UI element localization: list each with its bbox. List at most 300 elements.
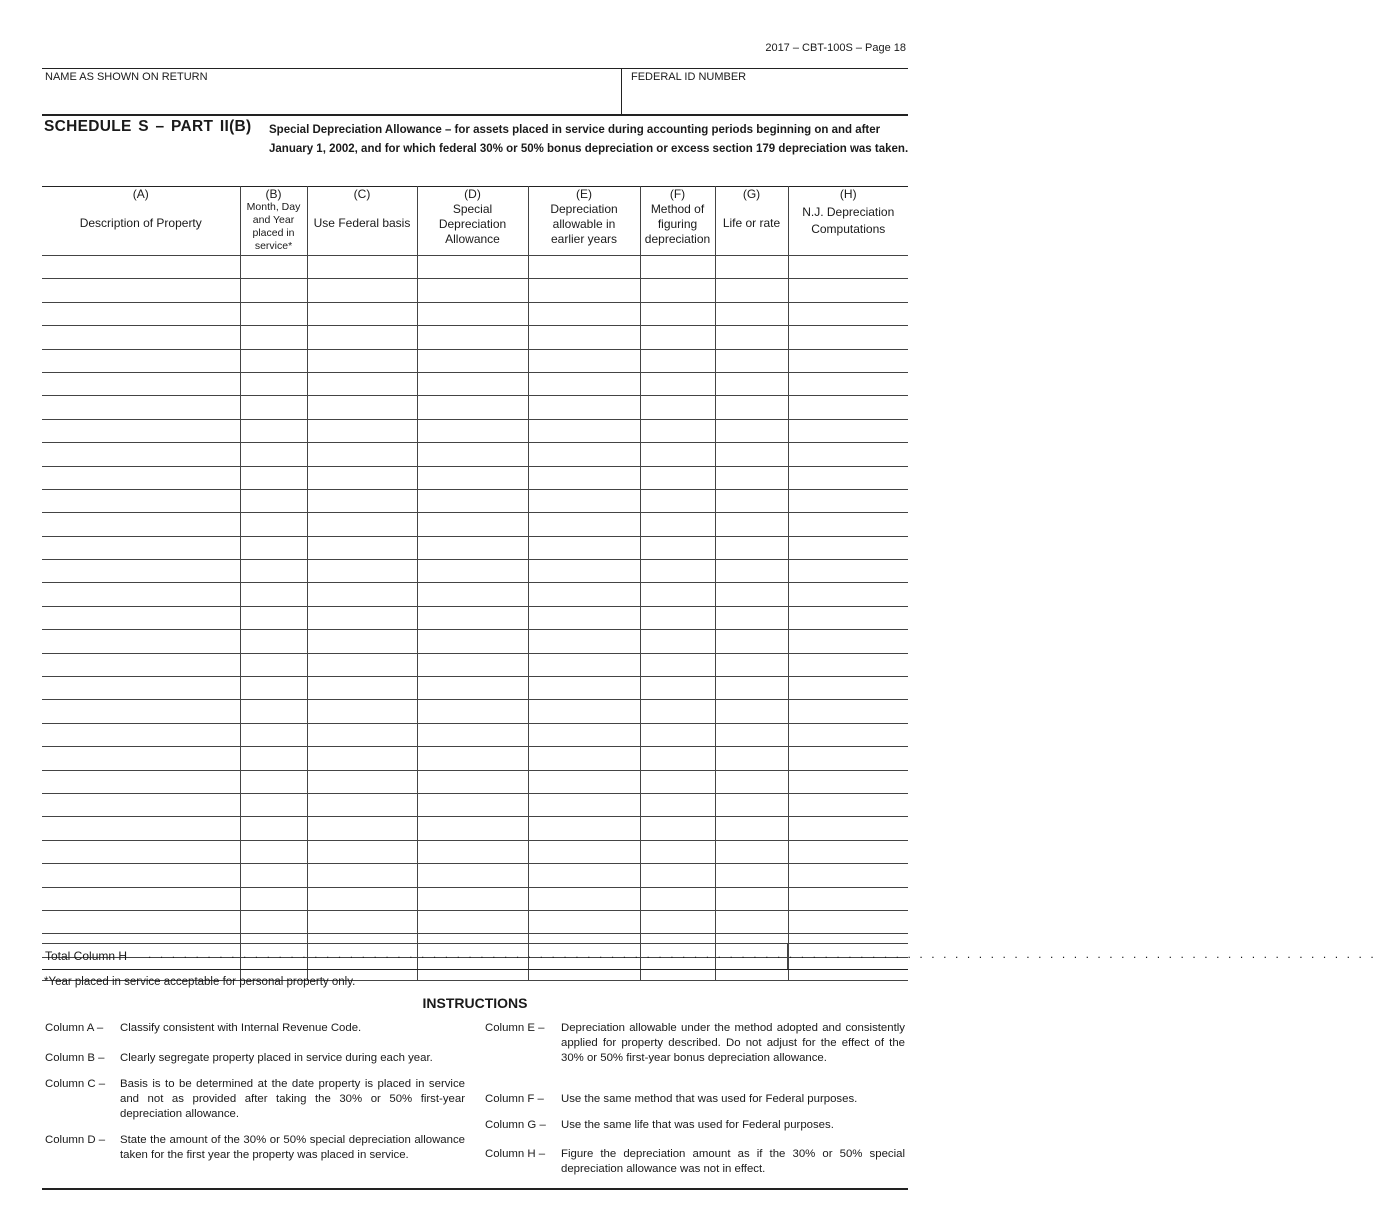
table-cell[interactable]	[42, 700, 240, 723]
table-cell[interactable]	[417, 279, 528, 302]
table-cell[interactable]	[42, 536, 240, 559]
name-box-bottom-rule	[42, 114, 908, 116]
table-row	[42, 677, 908, 700]
instruction-text: Basis is to be determined at the date property is placed in service and not as provided after taking the 30% or 50% first-year depreciation allowance.	[120, 1078, 465, 1120]
column-header-f	[640, 187, 715, 256]
table-cell[interactable]	[307, 583, 417, 606]
table-cell[interactable]	[715, 677, 788, 700]
table-cell[interactable]	[528, 396, 640, 419]
table-cell[interactable]	[417, 910, 528, 933]
table-cell[interactable]	[715, 536, 788, 559]
table-cell[interactable]	[417, 770, 528, 793]
instruction-label: Column D –	[45, 1134, 106, 1146]
instruction-column-c	[45, 1077, 465, 1123]
table-row	[42, 349, 908, 372]
table-cell[interactable]	[715, 864, 788, 887]
column-header-e	[528, 187, 640, 256]
total-label: Total Column H	[45, 949, 128, 963]
table-cell[interactable]	[788, 910, 908, 933]
table-cell[interactable]	[417, 864, 528, 887]
table-cell[interactable]	[42, 723, 240, 746]
table-row	[42, 887, 908, 910]
table-cell[interactable]	[307, 279, 417, 302]
table-cell[interactable]	[417, 489, 528, 512]
table-cell[interactable]	[307, 840, 417, 863]
table-cell[interactable]	[240, 560, 307, 583]
table-cell[interactable]	[528, 443, 640, 466]
table-cell[interactable]	[528, 723, 640, 746]
table-cell[interactable]	[715, 256, 788, 279]
table-cell[interactable]	[640, 279, 715, 302]
table-cell[interactable]	[640, 677, 715, 700]
total-row	[42, 943, 1376, 970]
table-cell[interactable]	[788, 606, 908, 629]
table-cell[interactable]	[240, 279, 307, 302]
table-cell[interactable]	[528, 279, 640, 302]
fein-label: FEDERAL ID NUMBER	[631, 71, 747, 83]
name-fein-divider	[621, 68, 622, 115]
instructions-heading: INSTRUCTIONS	[422, 995, 528, 1011]
schedule-description: Special Depreciation Allowance – for assets placed in service during accounting periods beginning on and after January 1, 2002, and for which federal 30% or 50% bonus depreciation or excess section 179 depreciation was taken.	[269, 124, 909, 155]
table-cell[interactable]	[417, 349, 528, 372]
table-cell[interactable]	[307, 887, 417, 910]
table-cell[interactable]	[715, 887, 788, 910]
table-row	[42, 536, 908, 559]
table-cell[interactable]	[640, 910, 715, 933]
table-cell[interactable]	[715, 583, 788, 606]
table-cell[interactable]	[417, 326, 528, 349]
table-cell[interactable]	[715, 443, 788, 466]
table-cell[interactable]	[240, 910, 307, 933]
table-cell[interactable]	[42, 817, 240, 840]
table-cell[interactable]	[417, 887, 528, 910]
table-cell[interactable]	[42, 583, 240, 606]
table-cell[interactable]	[640, 372, 715, 395]
table-cell[interactable]	[307, 489, 417, 512]
table-cell[interactable]	[307, 653, 417, 676]
instruction-text: Use the same method that was used for Federal purposes.	[561, 1093, 858, 1105]
table-cell[interactable]	[528, 700, 640, 723]
table-row	[42, 630, 908, 653]
table-cell[interactable]	[240, 583, 307, 606]
table-cell[interactable]	[42, 489, 240, 512]
table-cell[interactable]	[715, 630, 788, 653]
table-cell[interactable]	[640, 630, 715, 653]
table-cell[interactable]	[307, 302, 417, 325]
leader-dots: . . . . . . . . . . . . . . . . . . . . . . . . . . . . . . . . . . . . . . . . . . . . . . . . . . . . . . . . . . . . . . . . . . . . . . . . . . . . . . . . . . . . . . . . . . . . . . . . . . . . . . . .	[148, 947, 1376, 961]
table-row	[42, 326, 908, 349]
instruction-column-e	[485, 1021, 905, 1081]
table-cell[interactable]	[240, 887, 307, 910]
table-cell[interactable]	[528, 747, 640, 770]
table-cell[interactable]	[307, 443, 417, 466]
table-row	[42, 653, 908, 676]
column-letter: (E)	[576, 187, 592, 201]
table-cell[interactable]	[42, 793, 240, 816]
table-row	[42, 606, 908, 629]
bottom-rule	[42, 1188, 908, 1190]
table-cell[interactable]	[307, 700, 417, 723]
table-cell[interactable]	[528, 513, 640, 536]
table-cell[interactable]	[42, 677, 240, 700]
table-cell[interactable]	[42, 887, 240, 910]
table-cell[interactable]	[788, 887, 908, 910]
table-cell[interactable]	[307, 466, 417, 489]
table-cell[interactable]	[42, 256, 240, 279]
table-cell[interactable]	[528, 606, 640, 629]
table-cell[interactable]	[640, 793, 715, 816]
table-cell[interactable]	[640, 536, 715, 559]
table-cell[interactable]	[307, 560, 417, 583]
schedule-title: SCHEDULE S – PART II(B)	[44, 118, 252, 135]
table-cell[interactable]	[42, 747, 240, 770]
table-cell[interactable]	[715, 560, 788, 583]
table-cell[interactable]	[788, 302, 908, 325]
table-cell[interactable]	[417, 793, 528, 816]
table-row	[42, 279, 908, 302]
table-cell[interactable]	[528, 372, 640, 395]
table-cell[interactable]	[640, 396, 715, 419]
table-cell[interactable]	[417, 466, 528, 489]
table-cell[interactable]	[715, 396, 788, 419]
table-cell[interactable]	[240, 630, 307, 653]
column-description: Description of Property	[79, 216, 202, 230]
table-cell[interactable]	[417, 419, 528, 442]
table-cell[interactable]	[42, 302, 240, 325]
table-cell[interactable]	[417, 747, 528, 770]
table-cell[interactable]	[788, 840, 908, 863]
table-cell[interactable]	[240, 653, 307, 676]
table-cell[interactable]	[788, 793, 908, 816]
table-cell[interactable]	[417, 723, 528, 746]
table-cell[interactable]	[528, 489, 640, 512]
table-cell[interactable]	[417, 606, 528, 629]
table-cell[interactable]	[417, 840, 528, 863]
table-cell[interactable]	[528, 302, 640, 325]
table-cell[interactable]	[715, 793, 788, 816]
table-cell[interactable]	[417, 372, 528, 395]
column-description: Life or rate	[722, 216, 781, 230]
table-cell[interactable]	[640, 349, 715, 372]
table-cell[interactable]	[417, 700, 528, 723]
table-cell[interactable]	[788, 279, 908, 302]
table-cell[interactable]	[715, 466, 788, 489]
table-cell[interactable]	[788, 560, 908, 583]
table-cell[interactable]	[528, 419, 640, 442]
table-cell[interactable]	[788, 326, 908, 349]
name-field[interactable]	[45, 86, 615, 112]
table-cell[interactable]	[240, 700, 307, 723]
table-cell[interactable]	[528, 910, 640, 933]
table-cell[interactable]	[788, 723, 908, 746]
table-cell[interactable]	[528, 677, 640, 700]
table-cell[interactable]	[640, 747, 715, 770]
table-cell[interactable]	[417, 817, 528, 840]
table-cell[interactable]	[528, 817, 640, 840]
table-body	[42, 256, 1376, 981]
instruction-text: Clearly segregate property placed in service during each year.	[120, 1052, 433, 1064]
table-cell[interactable]	[240, 793, 307, 816]
total-column-h-field[interactable]	[787, 944, 909, 969]
table-cell[interactable]	[715, 747, 788, 770]
table-cell[interactable]	[240, 840, 307, 863]
table-cell[interactable]	[715, 817, 788, 840]
column-letter: (A)	[132, 187, 149, 201]
table-cell[interactable]	[42, 466, 240, 489]
table-row	[42, 489, 908, 512]
instruction-column-d	[45, 1133, 465, 1179]
table-cell[interactable]	[640, 606, 715, 629]
table-cell[interactable]	[788, 583, 908, 606]
table-cell[interactable]	[788, 256, 908, 279]
table-cell[interactable]	[788, 817, 908, 840]
column-header-a	[42, 187, 240, 256]
table-cell[interactable]	[528, 887, 640, 910]
table-cell[interactable]	[788, 489, 908, 512]
footnote: *Year placed in service acceptable for personal property only.	[44, 976, 356, 988]
table-cell[interactable]	[42, 349, 240, 372]
table-cell[interactable]	[640, 466, 715, 489]
column-letter: (C)	[353, 187, 371, 201]
table-cell[interactable]	[42, 513, 240, 536]
table-cell[interactable]	[788, 700, 908, 723]
table-cell[interactable]	[640, 887, 715, 910]
table-cell[interactable]	[788, 536, 908, 559]
instruction-label: Column E –	[485, 1022, 545, 1034]
table-cell[interactable]	[528, 770, 640, 793]
table-cell[interactable]	[788, 747, 908, 770]
table-cell[interactable]	[42, 560, 240, 583]
table-cell[interactable]	[788, 372, 908, 395]
table-row	[42, 840, 908, 863]
table-cell[interactable]	[240, 770, 307, 793]
column-description: Depreciation allowable in earlier years	[550, 202, 618, 246]
table-cell[interactable]	[528, 653, 640, 676]
table-cell[interactable]	[307, 536, 417, 559]
table-cell[interactable]	[640, 513, 715, 536]
table-cell[interactable]	[240, 513, 307, 536]
table-cell[interactable]	[788, 630, 908, 653]
table-cell[interactable]	[640, 583, 715, 606]
table-cell[interactable]	[640, 419, 715, 442]
table-cell[interactable]	[788, 513, 908, 536]
table-cell[interactable]	[417, 630, 528, 653]
table-cell[interactable]	[640, 864, 715, 887]
table-cell[interactable]	[240, 677, 307, 700]
table-cell[interactable]	[715, 700, 788, 723]
table-cell[interactable]	[715, 606, 788, 629]
table-cell[interactable]	[640, 443, 715, 466]
fein-field[interactable]	[628, 86, 906, 112]
table-cell[interactable]	[715, 840, 788, 863]
table-row	[42, 419, 908, 442]
table-cell[interactable]	[417, 560, 528, 583]
table-cell[interactable]	[42, 910, 240, 933]
table-cell[interactable]	[307, 910, 417, 933]
instruction-text: Depreciation allowable under the method adopted and consistently applied for property described. Do not adjust for the effect of the 30% or 50% first-year bonus depreciation allowance.	[561, 1022, 905, 1064]
table-cell[interactable]	[788, 443, 908, 466]
table-cell[interactable]	[240, 489, 307, 512]
depreciation-table	[42, 186, 1376, 981]
table-cell[interactable]	[417, 396, 528, 419]
table-cell[interactable]	[715, 326, 788, 349]
table-cell[interactable]	[240, 256, 307, 279]
table-row	[42, 700, 908, 723]
table-cell[interactable]	[307, 677, 417, 700]
table-cell[interactable]	[307, 606, 417, 629]
table-cell[interactable]	[640, 256, 715, 279]
table-cell[interactable]	[42, 372, 240, 395]
table-cell[interactable]	[240, 302, 307, 325]
table-cell[interactable]	[307, 793, 417, 816]
table-cell[interactable]	[640, 770, 715, 793]
table-cell[interactable]	[417, 536, 528, 559]
table-cell[interactable]	[640, 326, 715, 349]
table-cell[interactable]	[528, 864, 640, 887]
table-cell[interactable]	[307, 396, 417, 419]
table-cell[interactable]	[715, 489, 788, 512]
table-cell[interactable]	[307, 419, 417, 442]
table-cell[interactable]	[307, 817, 417, 840]
table-cell[interactable]	[240, 817, 307, 840]
table-cell[interactable]	[240, 443, 307, 466]
table-cell[interactable]	[788, 653, 908, 676]
table-cell[interactable]	[640, 489, 715, 512]
table-cell[interactable]	[42, 443, 240, 466]
table-cell[interactable]	[528, 583, 640, 606]
table-cell[interactable]	[240, 864, 307, 887]
table-cell[interactable]	[788, 770, 908, 793]
table-cell[interactable]	[640, 302, 715, 325]
table-cell[interactable]	[307, 326, 417, 349]
table-cell[interactable]	[788, 396, 908, 419]
table-cell[interactable]	[240, 372, 307, 395]
table-row	[42, 864, 908, 887]
column-header-d	[417, 187, 528, 256]
table-cell[interactable]	[715, 513, 788, 536]
table-cell[interactable]	[715, 279, 788, 302]
table-cell[interactable]	[240, 606, 307, 629]
table-cell[interactable]	[417, 443, 528, 466]
table-cell[interactable]	[640, 817, 715, 840]
table-cell[interactable]	[42, 279, 240, 302]
table-cell[interactable]	[307, 723, 417, 746]
instruction-label: Column C –	[45, 1078, 106, 1090]
instruction-text: Figure the depreciation amount as if the 30% or 50% special depreciation allowance was not in effect.	[561, 1148, 905, 1175]
column-letter: (B)	[265, 187, 282, 201]
table-cell[interactable]	[528, 466, 640, 489]
table-cell[interactable]	[715, 723, 788, 746]
table-cell[interactable]	[307, 747, 417, 770]
table-cell[interactable]	[42, 396, 240, 419]
table-cell[interactable]	[307, 513, 417, 536]
table-cell[interactable]	[307, 349, 417, 372]
table-cell[interactable]	[417, 583, 528, 606]
table-cell[interactable]	[307, 770, 417, 793]
table-cell[interactable]	[307, 864, 417, 887]
table-row	[42, 443, 908, 466]
table-row	[42, 560, 908, 583]
table-cell[interactable]	[528, 630, 640, 653]
instruction-column-a	[45, 1021, 465, 1037]
table-cell[interactable]	[42, 653, 240, 676]
table-cell[interactable]	[715, 653, 788, 676]
table-cell[interactable]	[788, 466, 908, 489]
table-cell[interactable]	[417, 302, 528, 325]
table-cell[interactable]	[715, 419, 788, 442]
table-cell[interactable]	[307, 256, 417, 279]
table-cell[interactable]	[417, 513, 528, 536]
table-row	[42, 910, 908, 933]
column-letter: (G)	[742, 187, 761, 201]
table-cell[interactable]	[307, 372, 417, 395]
table-cell[interactable]	[528, 349, 640, 372]
table-cell[interactable]	[240, 326, 307, 349]
table-cell[interactable]	[417, 256, 528, 279]
column-description: Special Depreciation Allowance	[438, 202, 507, 246]
table-cell[interactable]	[640, 560, 715, 583]
table-cell[interactable]	[42, 770, 240, 793]
table-cell[interactable]	[788, 864, 908, 887]
table-cell[interactable]	[307, 630, 417, 653]
table-cell[interactable]	[240, 419, 307, 442]
table-cell[interactable]	[715, 372, 788, 395]
table-row	[42, 302, 908, 325]
table-cell[interactable]	[240, 349, 307, 372]
table-cell[interactable]	[240, 536, 307, 559]
table-cell[interactable]	[528, 326, 640, 349]
table-cell[interactable]	[640, 840, 715, 863]
table-cell[interactable]	[528, 560, 640, 583]
table-cell[interactable]	[528, 256, 640, 279]
table-cell[interactable]	[715, 910, 788, 933]
table-cell[interactable]	[788, 677, 908, 700]
table-cell[interactable]	[640, 723, 715, 746]
table-cell[interactable]	[640, 700, 715, 723]
table-cell[interactable]	[42, 630, 240, 653]
name-box-top-rule	[42, 68, 908, 69]
table-cell[interactable]	[528, 840, 640, 863]
table-cell[interactable]	[42, 326, 240, 349]
table-cell[interactable]	[715, 302, 788, 325]
table-cell[interactable]	[715, 770, 788, 793]
table-cell[interactable]	[528, 793, 640, 816]
table-cell[interactable]	[42, 864, 240, 887]
table-cell[interactable]	[42, 419, 240, 442]
table-cell[interactable]	[240, 396, 307, 419]
table-cell[interactable]	[417, 653, 528, 676]
table-cell[interactable]	[788, 419, 908, 442]
table-cell[interactable]	[240, 747, 307, 770]
instruction-label: Column F –	[485, 1093, 544, 1105]
table-cell[interactable]	[240, 466, 307, 489]
instruction-column-f	[485, 1092, 905, 1108]
table-cell[interactable]	[240, 723, 307, 746]
instruction-column-b	[45, 1051, 465, 1067]
table-cell[interactable]	[715, 349, 788, 372]
table-cell[interactable]	[42, 840, 240, 863]
column-description: Method of figuring depreciation	[644, 202, 711, 246]
name-label: NAME AS SHOWN ON RETURN	[45, 71, 208, 83]
table-cell[interactable]	[42, 606, 240, 629]
table-cell[interactable]	[417, 677, 528, 700]
instruction-label: Column B –	[45, 1052, 105, 1064]
table-cell[interactable]	[640, 653, 715, 676]
table-cell[interactable]	[528, 536, 640, 559]
table-row	[42, 466, 908, 489]
table-row	[42, 256, 908, 279]
table-cell[interactable]	[788, 349, 908, 372]
